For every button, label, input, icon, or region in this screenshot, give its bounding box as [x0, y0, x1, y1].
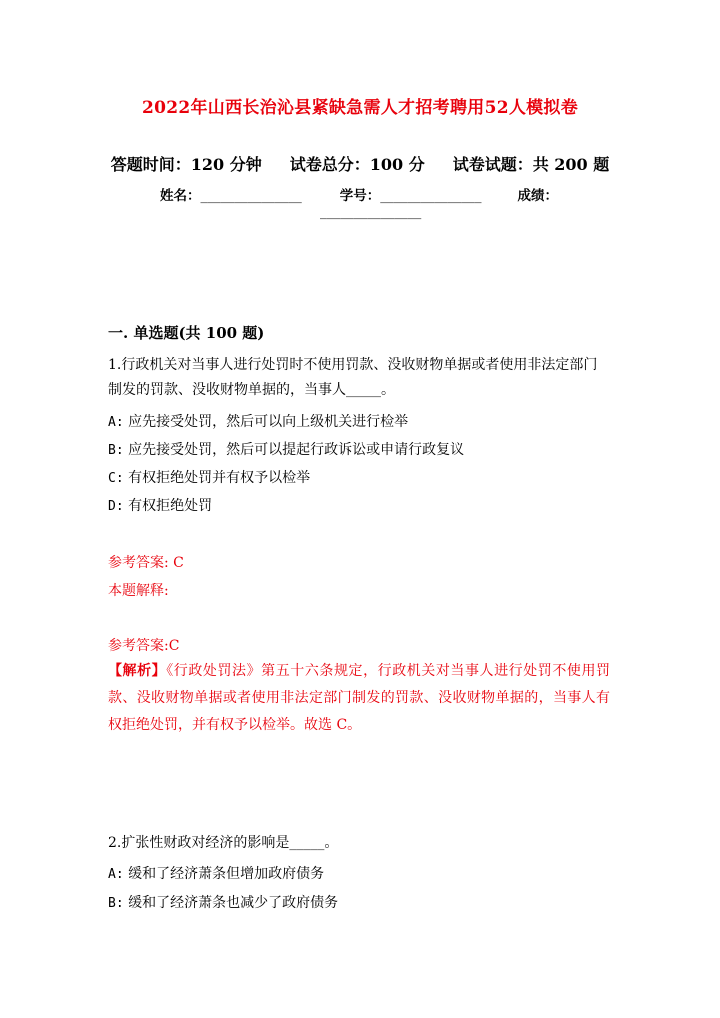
exam-time: 答题时间：120 分钟 — [110, 155, 262, 174]
exam-meta — [0, 152, 720, 175]
reference-answer: 参考答案: C — [108, 555, 184, 571]
analysis-text — [108, 658, 610, 739]
section-title: 一. 单选题(共 100 题) — [108, 324, 265, 342]
option-d — [108, 496, 212, 517]
exam-total-questions: 试卷试题：共 200 题 — [452, 155, 610, 174]
option-label: A: — [108, 415, 124, 430]
question-stem: 1.行政机关对当事人进行处罚时不使用罚款、没收财物单据或者使用非法定部门制发的罚款、没收财物单据的，当事人_____。 — [108, 357, 598, 398]
reference-answer-2: 参考答案:C — [108, 638, 180, 654]
option-b — [108, 440, 464, 461]
option-label: A: — [108, 867, 124, 882]
id-label: 学号： — [339, 188, 381, 204]
option-label: B: — [108, 896, 124, 911]
option-a — [108, 412, 408, 433]
exam-total-score: 试卷总分：100 分 — [289, 155, 425, 174]
option-label: B: — [108, 443, 124, 458]
page-title: 2022年山西长治沁县紧缺急需人才招考聘用52人模拟卷 — [141, 98, 579, 118]
option-text: 应先接受处罚，然后可以向上级机关进行检举 — [128, 414, 409, 430]
name-blank: _______________ — [200, 188, 302, 204]
id-blank: _______________ — [380, 188, 482, 204]
score-blank: _______________ — [320, 204, 422, 220]
option-label: C: — [108, 471, 124, 486]
option-b-2 — [108, 893, 338, 914]
student-fields — [160, 184, 558, 204]
option-text: 有权拒绝处罚 — [128, 498, 213, 514]
option-text: 缓和了经济萧条但增加政府债务 — [128, 866, 325, 882]
analysis-tag: 【解析】 — [108, 663, 167, 679]
question-stem-2: 2.扩张性财政对经济的影响是_____。 — [108, 835, 339, 851]
analysis-body: 《行政处罚法》第五十六条规定，行政机关对当事人进行处罚不使用罚款、没收财物单据或者使用非法定部门制发的罚款、没收财物单据的，当事人有权拒绝处罚，并有权予以检举。故选 C。 — [108, 663, 611, 733]
option-c — [108, 468, 310, 489]
option-label: D: — [108, 499, 124, 514]
option-text: 缓和了经济萧条也减少了政府债务 — [128, 895, 339, 911]
name-label: 姓名： — [160, 188, 201, 204]
option-text: 应先接受处罚，然后可以提起行政诉讼或申请行政复议 — [128, 442, 465, 458]
option-text: 有权拒绝处罚并有权予以检举 — [128, 470, 311, 486]
score-label: 成绩： — [517, 188, 558, 204]
option-a-2 — [108, 864, 324, 885]
explanation-label: 本题解释: — [108, 583, 169, 599]
